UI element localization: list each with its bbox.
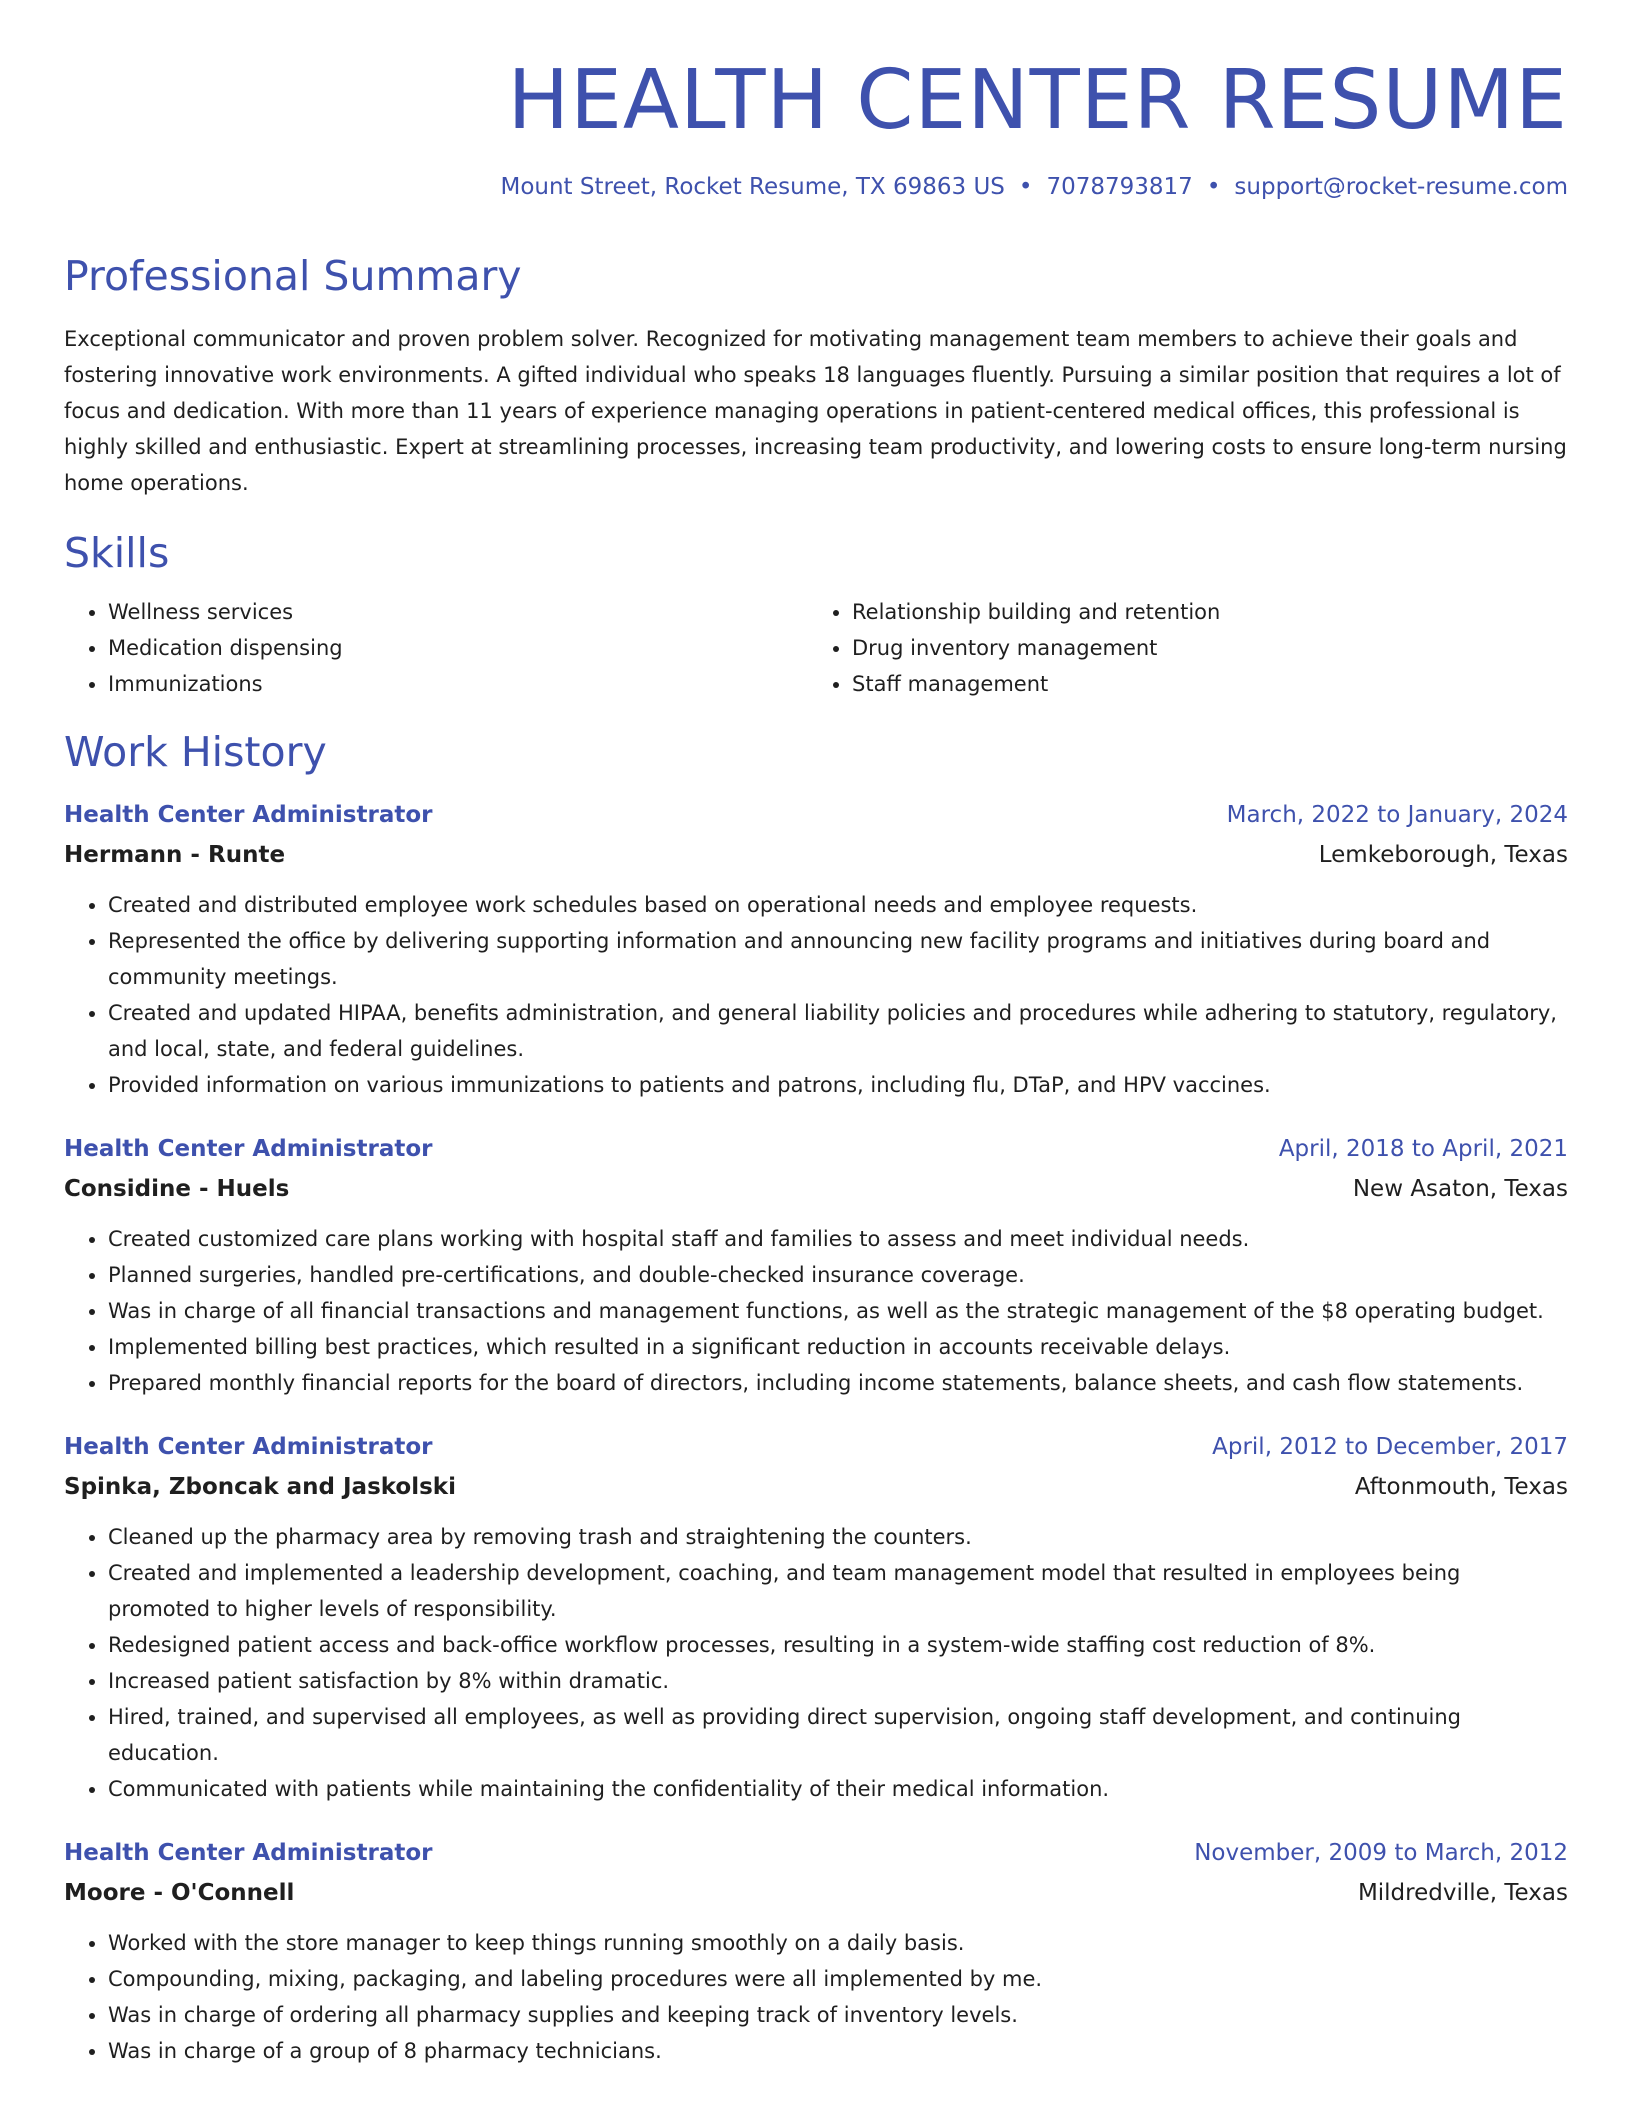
summary-heading: Professional Summary xyxy=(64,251,522,300)
resume-title: HEALTH CENTER RESUME xyxy=(507,53,1568,148)
job-title: Health Center Administrator xyxy=(64,1840,433,1867)
job-bullet: • Redesigned patient access and back-office workflow processes, resulting in a system-wide staffing cost reduction of 8%. xyxy=(108,1627,1568,1663)
job-bullets xyxy=(64,1925,1568,2069)
job-location: Lemkeborough, Texas xyxy=(1318,842,1568,869)
job-bullet: • Increased patient satisfaction by 8% within dramatic. xyxy=(108,1663,1568,1699)
job-bullet: • Hired, trained, and supervised all employees, as well as providing direct supervision, ongoing staff development, and continuing education. xyxy=(108,1699,1568,1771)
job-dates: March, 2022 to January, 2024 xyxy=(1226,802,1568,829)
job-company: Hermann - Runte xyxy=(64,842,286,869)
job-company: Spinka, Zboncak and Jaskolski xyxy=(64,1474,456,1501)
job-bullets xyxy=(64,887,1568,1103)
contact-line xyxy=(64,174,1568,202)
job-bullets xyxy=(64,1519,1568,1807)
contact-separator: • xyxy=(1018,174,1033,201)
job-company: Moore - O'Connell xyxy=(64,1880,295,1907)
skills-column-right xyxy=(808,594,1552,702)
job-entry xyxy=(64,1427,1568,1807)
contact-separator: • xyxy=(1206,174,1221,201)
job-title: Health Center Administrator xyxy=(64,1434,433,1461)
contact-email: support@rocket-resume.com xyxy=(1234,174,1568,201)
resume-page xyxy=(64,0,1568,2069)
job-bullet: • Implemented billing best practices, which resulted in a significant reduction in accounts receivable delays. xyxy=(108,1329,1568,1365)
job-bullet: • Worked with the store manager to keep things running smoothly on a daily basis. xyxy=(108,1925,1568,1961)
skill-item: • Medication dispensing xyxy=(108,630,808,666)
job-entry xyxy=(64,1129,1568,1401)
job-title: Health Center Administrator xyxy=(64,1136,433,1163)
job-bullet: • Created and implemented a leadership development, coaching, and team management model that resulted in employees being promoted to higher levels of responsibility. xyxy=(108,1555,1568,1627)
skill-item: • Drug inventory management xyxy=(852,630,1552,666)
contact-address: Mount Street, Rocket Resume, TX 69863 US xyxy=(500,174,1005,201)
job-bullet: • Compounding, mixing, packaging, and labeling procedures were all implemented by me. xyxy=(108,1961,1568,1997)
skills-column-left xyxy=(64,594,808,702)
work-history-heading: Work History xyxy=(64,728,327,777)
job-dates: April, 2018 to April, 2021 xyxy=(1278,1136,1568,1163)
skills-heading: Skills xyxy=(64,528,170,577)
job-bullets xyxy=(64,1221,1568,1401)
job-bullet: • Created and distributed employee work schedules based on operational needs and employee requests. xyxy=(108,887,1568,923)
summary-text: Exceptional communicator and proven problem solver. Recognized for motivating management team members to achieve their goals and fostering innovative work environments. A gifted individual who speaks 18 languages fluently. Pursuing a similar position that requires a lot of focus and dedication. With more than 11 years of experience managing operations in patient-centered medical offices, this professional is highly skilled and enthusiastic. Expert at streamlining processes, increasing team productivity, and lowering costs to ensure long-term nursing home operations. xyxy=(64,326,1567,495)
skill-item: • Staff management xyxy=(852,666,1552,702)
job-title: Health Center Administrator xyxy=(64,802,433,829)
job-entry xyxy=(64,795,1568,1103)
job-bullet: • Created customized care plans working with hospital staff and families to assess and meet individual needs. xyxy=(108,1221,1568,1257)
job-location: Aftonmouth, Texas xyxy=(1354,1474,1568,1501)
job-location: Mildredville, Texas xyxy=(1357,1880,1568,1907)
contact-phone: 7078793817 xyxy=(1046,174,1193,201)
job-bullet: • Communicated with patients while maintaining the confidentiality of their medical information. xyxy=(108,1771,1568,1807)
skill-item: • Relationship building and retention xyxy=(852,594,1552,630)
job-location: New Asaton, Texas xyxy=(1352,1176,1568,1203)
job-bullet: • Prepared monthly financial reports for the board of directors, including income statements, balance sheets, and cash flow statements. xyxy=(108,1365,1568,1401)
job-bullet: • Provided information on various immunizations to patients and patrons, including flu, DTaP, and HPV vaccines. xyxy=(108,1067,1568,1103)
job-bullet: • Created and updated HIPAA, benefits administration, and general liability policies and procedures while adhering to statutory, regulatory, and local, state, and federal guidelines. xyxy=(108,995,1568,1067)
job-entry xyxy=(64,1833,1568,2069)
job-bullet: • Was in charge of ordering all pharmacy supplies and keeping track of inventory levels. xyxy=(108,1997,1568,2033)
job-bullet: • Cleaned up the pharmacy area by removing trash and straightening the counters. xyxy=(108,1519,1568,1555)
job-bullet: • Planned surgeries, handled pre-certifications, and double-checked insurance coverage. xyxy=(108,1257,1568,1293)
job-company: Considine - Huels xyxy=(64,1176,290,1203)
skill-item: • Wellness services xyxy=(108,594,808,630)
skills-list xyxy=(64,594,1568,702)
job-bullet: • Was in charge of a group of 8 pharmacy technicians. xyxy=(108,2033,1568,2069)
skill-item: • Immunizations xyxy=(108,666,808,702)
job-bullet: • Was in charge of all financial transactions and management functions, as well as the strategic management of the $8 operating budget. xyxy=(108,1293,1568,1329)
job-dates: November, 2009 to March, 2012 xyxy=(1194,1840,1568,1867)
work-history xyxy=(64,795,1568,2069)
job-bullet: • Represented the office by delivering supporting information and announcing new facility programs and initiatives during board and community meetings. xyxy=(108,923,1568,995)
job-dates: April, 2012 to December, 2017 xyxy=(1212,1434,1568,1461)
